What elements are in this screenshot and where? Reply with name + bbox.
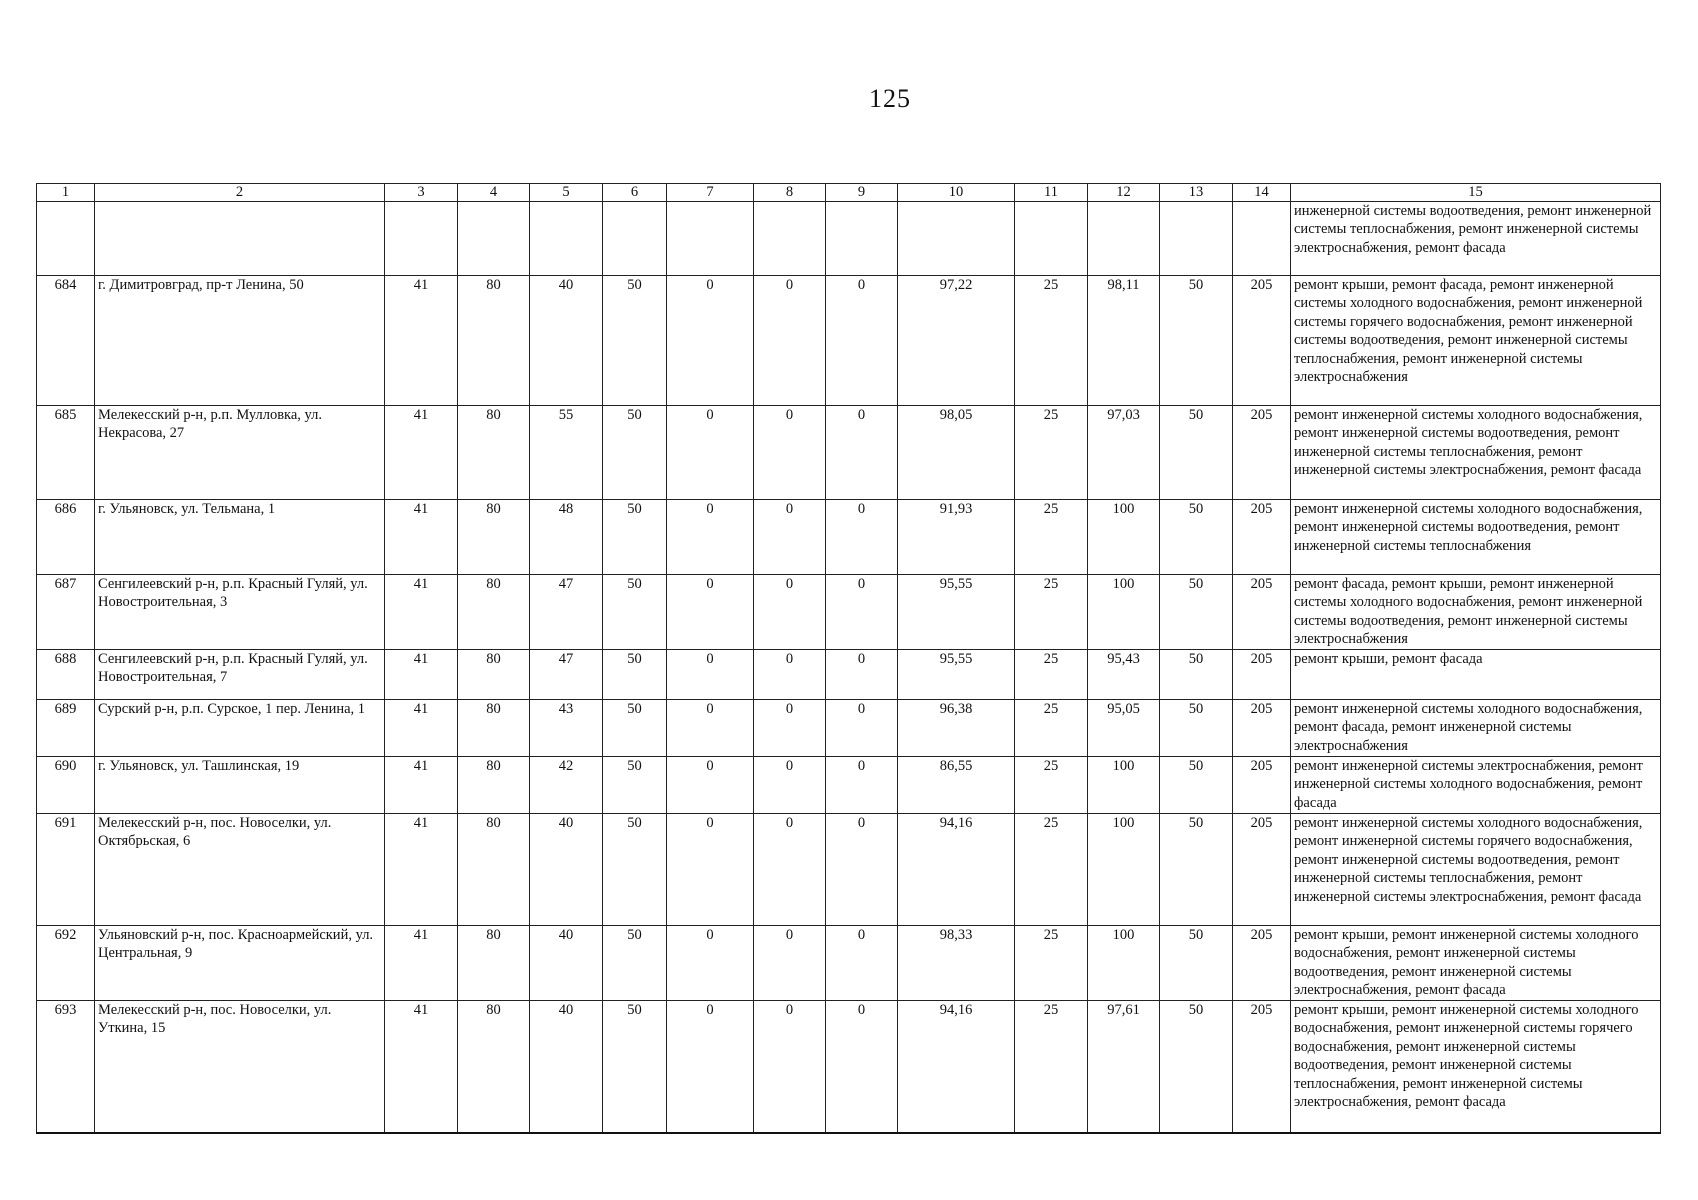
value-cell: 41 — [385, 575, 458, 650]
value-cell: 205 — [1233, 1001, 1291, 1133]
value-cell: 50 — [603, 276, 667, 406]
value-cell: 0 — [667, 757, 754, 814]
value-cell: 205 — [1233, 757, 1291, 814]
works-cell: ремонт инженерной системы холодного водоснабжения, ремонт фасада, ремонт инженерной системы электроснабжения — [1291, 700, 1661, 757]
address-cell: Сенгилеевский р-н, р.п. Красный Гуляй, ул. Новостроительная, 7 — [95, 650, 385, 700]
value-cell: 50 — [1160, 926, 1233, 1001]
value-cell: 97,22 — [898, 276, 1015, 406]
value-cell: 0 — [754, 926, 826, 1001]
value-cell: 0 — [826, 757, 898, 814]
value-cell: 0 — [826, 500, 898, 575]
value-cell: 40 — [530, 276, 603, 406]
value-cell: 25 — [1015, 814, 1088, 926]
value-cell: 80 — [458, 1001, 530, 1133]
address-cell: Сурский р-н, р.п. Сурское, 1 пер. Ленина, 1 — [95, 700, 385, 757]
value-cell: 50 — [603, 926, 667, 1001]
value-cell: 95,55 — [898, 650, 1015, 700]
value-cell: 40 — [530, 814, 603, 926]
value-cell: 25 — [1015, 406, 1088, 500]
value-cell: 0 — [754, 276, 826, 406]
row-number-cell: 692 — [37, 926, 95, 1001]
value-cell: 0 — [826, 1001, 898, 1133]
table-row — [37, 650, 1661, 700]
value-cell: 96,38 — [898, 700, 1015, 757]
address-cell: г. Димитровград, пр-т Ленина, 50 — [95, 276, 385, 406]
value-cell: 50 — [1160, 700, 1233, 757]
address-cell: Ульяновский р-н, пос. Красноармейский, ул. Центральная, 9 — [95, 926, 385, 1001]
value-cell: 0 — [667, 700, 754, 757]
value-cell: 80 — [458, 926, 530, 1001]
value-cell: 0 — [667, 276, 754, 406]
column-header: 10 — [898, 184, 1015, 202]
value-cell: 0 — [667, 926, 754, 1001]
value-cell: 41 — [385, 500, 458, 575]
value-cell: 0 — [667, 1001, 754, 1133]
column-header: 4 — [458, 184, 530, 202]
column-header: 13 — [1160, 184, 1233, 202]
value-cell: 0 — [826, 406, 898, 500]
value-cell: 205 — [1233, 650, 1291, 700]
value-cell: 97,61 — [1088, 1001, 1160, 1133]
value-cell: 0 — [826, 700, 898, 757]
row-number-cell: 690 — [37, 757, 95, 814]
address-cell: г. Ульяновск, ул. Ташлинская, 19 — [95, 757, 385, 814]
value-cell: 41 — [385, 757, 458, 814]
value-cell: 205 — [1233, 926, 1291, 1001]
page-number: 125 — [869, 84, 911, 113]
value-cell: 95,05 — [1088, 700, 1160, 757]
value-cell: 0 — [754, 650, 826, 700]
value-cell: 80 — [458, 276, 530, 406]
value-cell: 205 — [1233, 575, 1291, 650]
value-cell: 50 — [1160, 1001, 1233, 1133]
value-cell: 0 — [754, 814, 826, 926]
table-row — [37, 276, 1661, 406]
value-cell: 98,33 — [898, 926, 1015, 1001]
value-cell: 50 — [603, 575, 667, 650]
value-cell: 80 — [458, 406, 530, 500]
value-cell: 205 — [1233, 406, 1291, 500]
value-cell: 47 — [530, 650, 603, 700]
value-cell: 42 — [530, 757, 603, 814]
address-cell: Мелекесский р-н, пос. Новоселки, ул. Уткина, 15 — [95, 1001, 385, 1133]
value-cell: 50 — [603, 700, 667, 757]
value-cell: 50 — [1160, 276, 1233, 406]
row-number-cell: 693 — [37, 1001, 95, 1133]
value-cell: 48 — [530, 500, 603, 575]
value-cell: 25 — [1015, 1001, 1088, 1133]
value-cell: 100 — [1088, 814, 1160, 926]
value-cell: 50 — [1160, 814, 1233, 926]
address-cell: Мелекесский р-н, р.п. Мулловка, ул. Некрасова, 27 — [95, 406, 385, 500]
value-cell: 0 — [826, 814, 898, 926]
works-cell: ремонт инженерной системы электроснабжения, ремонт инженерной системы холодного водоснабжения, ремонт фасада — [1291, 757, 1661, 814]
value-cell: 50 — [603, 500, 667, 575]
registry-table — [36, 183, 1661, 1134]
works-cell: инженерной системы водоотведения, ремонт инженерной системы теплоснабжения, ремонт инженерной системы электроснабжения, ремонт фасада — [1291, 202, 1661, 276]
row-number-cell: 687 — [37, 575, 95, 650]
column-header: 14 — [1233, 184, 1291, 202]
row-number-cell: 689 — [37, 700, 95, 757]
table-row — [37, 500, 1661, 575]
works-cell: ремонт инженерной системы холодного водоснабжения, ремонт инженерной системы водоотведения, ремонт инженерной системы теплоснабжения — [1291, 500, 1661, 575]
value-cell: 41 — [385, 926, 458, 1001]
value-cell: 50 — [1160, 406, 1233, 500]
value-cell: 205 — [1233, 500, 1291, 575]
value-cell: 41 — [385, 814, 458, 926]
value-cell: 95,43 — [1088, 650, 1160, 700]
address-cell: г. Ульяновск, ул. Тельмана, 1 — [95, 500, 385, 575]
table-row — [37, 926, 1661, 1001]
value-cell: 86,55 — [898, 757, 1015, 814]
value-cell: 41 — [385, 700, 458, 757]
value-cell: 50 — [603, 650, 667, 700]
value-cell: 95,55 — [898, 575, 1015, 650]
value-cell: 80 — [458, 757, 530, 814]
value-cell: 205 — [1233, 814, 1291, 926]
table-row — [37, 757, 1661, 814]
value-cell: 80 — [458, 575, 530, 650]
value-cell: 40 — [530, 926, 603, 1001]
row-number-cell: 684 — [37, 276, 95, 406]
value-cell: 41 — [385, 276, 458, 406]
value-cell: 0 — [667, 575, 754, 650]
table-row — [37, 406, 1661, 500]
continuation-row — [37, 202, 1661, 276]
value-cell: 100 — [1088, 757, 1160, 814]
value-cell: 25 — [1015, 700, 1088, 757]
value-cell: 50 — [603, 406, 667, 500]
value-cell: 41 — [385, 1001, 458, 1133]
value-cell: 80 — [458, 814, 530, 926]
value-cell: 80 — [458, 700, 530, 757]
value-cell: 0 — [826, 650, 898, 700]
value-cell: 50 — [603, 1001, 667, 1133]
value-cell: 94,16 — [898, 1001, 1015, 1133]
value-cell: 0 — [826, 926, 898, 1001]
value-cell: 0 — [754, 500, 826, 575]
value-cell: 80 — [458, 500, 530, 575]
value-cell: 100 — [1088, 575, 1160, 650]
row-number-cell: 685 — [37, 406, 95, 500]
works-cell: ремонт крыши, ремонт инженерной системы холодного водоснабжения, ремонт инженерной системы горячего водоснабжения, ремонт инженерной системы водоотведения, ремонт инженерной системы теплоснабжения, ремонт инженерной системы электроснабжения, ремонт фасада — [1291, 1001, 1661, 1133]
works-cell: ремонт инженерной системы холодного водоснабжения, ремонт инженерной системы горячего водоснабжения, ремонт инженерной системы водоотведения, ремонт инженерной системы теплоснабжения, ремонт инженерной системы электроснабжения, ремонт фасада — [1291, 814, 1661, 926]
value-cell: 0 — [667, 406, 754, 500]
works-cell: ремонт крыши, ремонт фасада — [1291, 650, 1661, 700]
value-cell: 98,11 — [1088, 276, 1160, 406]
value-cell: 80 — [458, 650, 530, 700]
value-cell: 43 — [530, 700, 603, 757]
value-cell: 0 — [667, 500, 754, 575]
value-cell: 41 — [385, 406, 458, 500]
row-number-cell: 686 — [37, 500, 95, 575]
works-cell: ремонт крыши, ремонт инженерной системы холодного водоснабжения, ремонт инженерной системы водоотведения, ремонт инженерной системы электроснабжения, ремонт фасада — [1291, 926, 1661, 1001]
value-cell: 0 — [754, 406, 826, 500]
value-cell: 205 — [1233, 276, 1291, 406]
column-header: 6 — [603, 184, 667, 202]
value-cell: 25 — [1015, 650, 1088, 700]
value-cell: 0 — [754, 757, 826, 814]
value-cell: 91,93 — [898, 500, 1015, 575]
value-cell: 50 — [603, 757, 667, 814]
value-cell: 0 — [826, 276, 898, 406]
works-cell: ремонт фасада, ремонт крыши, ремонт инженерной системы холодного водоснабжения, ремонт инженерной системы водоотведения, ремонт инженерной системы электроснабжения — [1291, 575, 1661, 650]
value-cell: 98,05 — [898, 406, 1015, 500]
value-cell: 50 — [1160, 575, 1233, 650]
value-cell: 0 — [667, 814, 754, 926]
value-cell: 94,16 — [898, 814, 1015, 926]
value-cell: 25 — [1015, 575, 1088, 650]
value-cell: 100 — [1088, 500, 1160, 575]
column-header: 8 — [754, 184, 826, 202]
column-header: 7 — [667, 184, 754, 202]
value-cell: 25 — [1015, 757, 1088, 814]
value-cell: 0 — [754, 575, 826, 650]
row-number-cell: 691 — [37, 814, 95, 926]
address-cell: Сенгилеевский р-н, р.п. Красный Гуляй, ул. Новостроительная, 3 — [95, 575, 385, 650]
value-cell: 47 — [530, 575, 603, 650]
value-cell: 25 — [1015, 926, 1088, 1001]
value-cell: 0 — [826, 575, 898, 650]
column-header: 9 — [826, 184, 898, 202]
value-cell: 41 — [385, 650, 458, 700]
header-row — [37, 184, 1661, 202]
value-cell: 55 — [530, 406, 603, 500]
column-header: 3 — [385, 184, 458, 202]
value-cell: 25 — [1015, 276, 1088, 406]
column-header: 1 — [37, 184, 95, 202]
address-cell: Мелекесский р-н, пос. Новоселки, ул. Октябрьская, 6 — [95, 814, 385, 926]
value-cell: 50 — [1160, 500, 1233, 575]
value-cell: 25 — [1015, 500, 1088, 575]
value-cell: 40 — [530, 1001, 603, 1133]
row-number-cell: 688 — [37, 650, 95, 700]
value-cell: 0 — [754, 700, 826, 757]
table-row — [37, 700, 1661, 757]
value-cell: 50 — [1160, 757, 1233, 814]
value-cell: 205 — [1233, 700, 1291, 757]
column-header: 12 — [1088, 184, 1160, 202]
works-cell: ремонт инженерной системы холодного водоснабжения, ремонт инженерной системы водоотведения, ремонт инженерной системы теплоснабжения, ремонт инженерной системы электроснабжения, ремонт фасада — [1291, 406, 1661, 500]
column-header: 2 — [95, 184, 385, 202]
value-cell: 50 — [603, 814, 667, 926]
table-row — [37, 1001, 1661, 1133]
column-header: 15 — [1291, 184, 1661, 202]
value-cell: 100 — [1088, 926, 1160, 1001]
value-cell: 50 — [1160, 650, 1233, 700]
value-cell: 0 — [754, 1001, 826, 1133]
value-cell: 0 — [667, 650, 754, 700]
table-row — [37, 575, 1661, 650]
column-header: 5 — [530, 184, 603, 202]
table-row — [37, 814, 1661, 926]
column-header: 11 — [1015, 184, 1088, 202]
works-cell: ремонт крыши, ремонт фасада, ремонт инженерной системы холодного водоснабжения, ремонт инженерной системы горячего водоснабжения, ремонт инженерной системы водоотведения, ремонт инженерной системы теплоснабжения, ремонт инженерной системы электроснабжения — [1291, 276, 1661, 406]
value-cell: 97,03 — [1088, 406, 1160, 500]
